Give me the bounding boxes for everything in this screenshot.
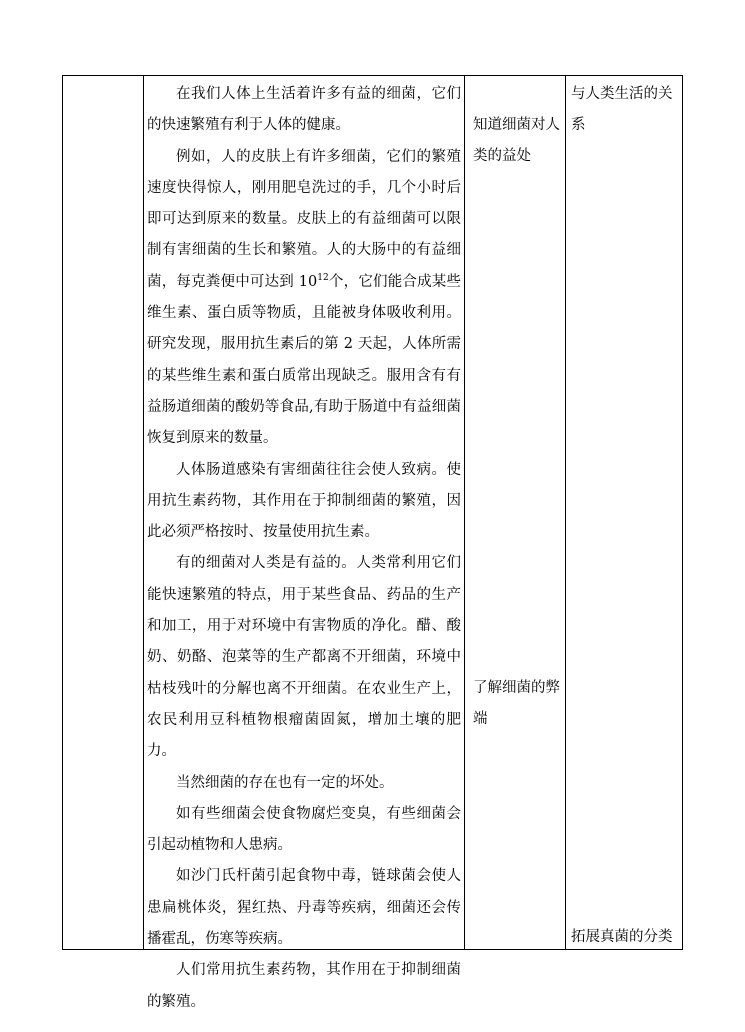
column-divider <box>565 76 566 949</box>
column-divider <box>464 76 465 949</box>
lesson-table <box>62 75 683 1010</box>
paragraph-food-spoilage: 如有些细菌会使食物腐烂变臭，有些细菌会引起动植物和人患病。 <box>147 805 461 854</box>
topic-relation: 与人类生活的关系 <box>571 86 673 134</box>
goal-harm: 了解细菌的弊端 <box>473 680 560 728</box>
paragraph-diseases: 如沙门氏杆菌引起食物中毒，链球菌会使人患扁桃体炎，猩红热、丹毒等疾病，细菌还会传播霍乱，伤寒等疾病。 <box>147 868 461 948</box>
paragraph-skin-intestine-bacteria: 例如，人的皮肤上有许多细菌，它们的繁殖速度快得惊人，刚用肥皂洗过的手，几个小时后即可达到原来的数量。皮肤上的有益细菌可以限制有害细菌的生长和繁殖。人的大肠中的有益细菌，每克粪便中可达到 $10^{12}$个，它们能合成某些维生素、蛋白质等物质，且能被身体吸收利用。研究发现，服用抗生素后的第 2 天起，人体所需的某些维生素和蛋白质常出现缺乏。服用含有有益肠道细菌的酸奶等食品,有助于肠道中有益细菌恢复到原来的数量。 <box>147 148 462 447</box>
paragraph-bacteria-harm: 当然细菌的存在也有一定的坏处。 <box>176 774 394 791</box>
paragraph-beneficial-bacteria: 在我们人体上生活着许多有益的细菌，它们的快速繁殖有利于人体的健康。 <box>147 86 461 134</box>
column-divider <box>143 76 144 949</box>
paragraph-antibiotics: 人们常用抗生素药物，其作用在于抑制细菌的繁殖。 <box>147 962 461 1010</box>
paragraph-bacteria-uses: 有的细菌对人类是有益的。人类常利用它们能快速繁殖的特点，用于某些食品、药品的生产和加工，用于对环境中有害物质的净化。醋、酸奶、奶酪、泡菜等的生产都离不开细菌，环境中枯枝残叶的分解也离不开细菌。在农业生产上，农民利用豆科植物根瘤菌固氮，增加土壤的肥力。 <box>147 555 461 760</box>
goal-benefit: 知道细菌对人类的益处 <box>473 117 560 165</box>
lesson-content-column <box>147 79 461 1018</box>
topic-extension: 拓展真菌的分类 <box>571 929 673 945</box>
paragraph-intestinal-infection: 人体肠道感染有害细菌往往会使人致病。使用抗生素药物，其作用在于抑制细菌的繁殖，因此必须严格按时、按量使用抗生素。 <box>147 461 461 541</box>
